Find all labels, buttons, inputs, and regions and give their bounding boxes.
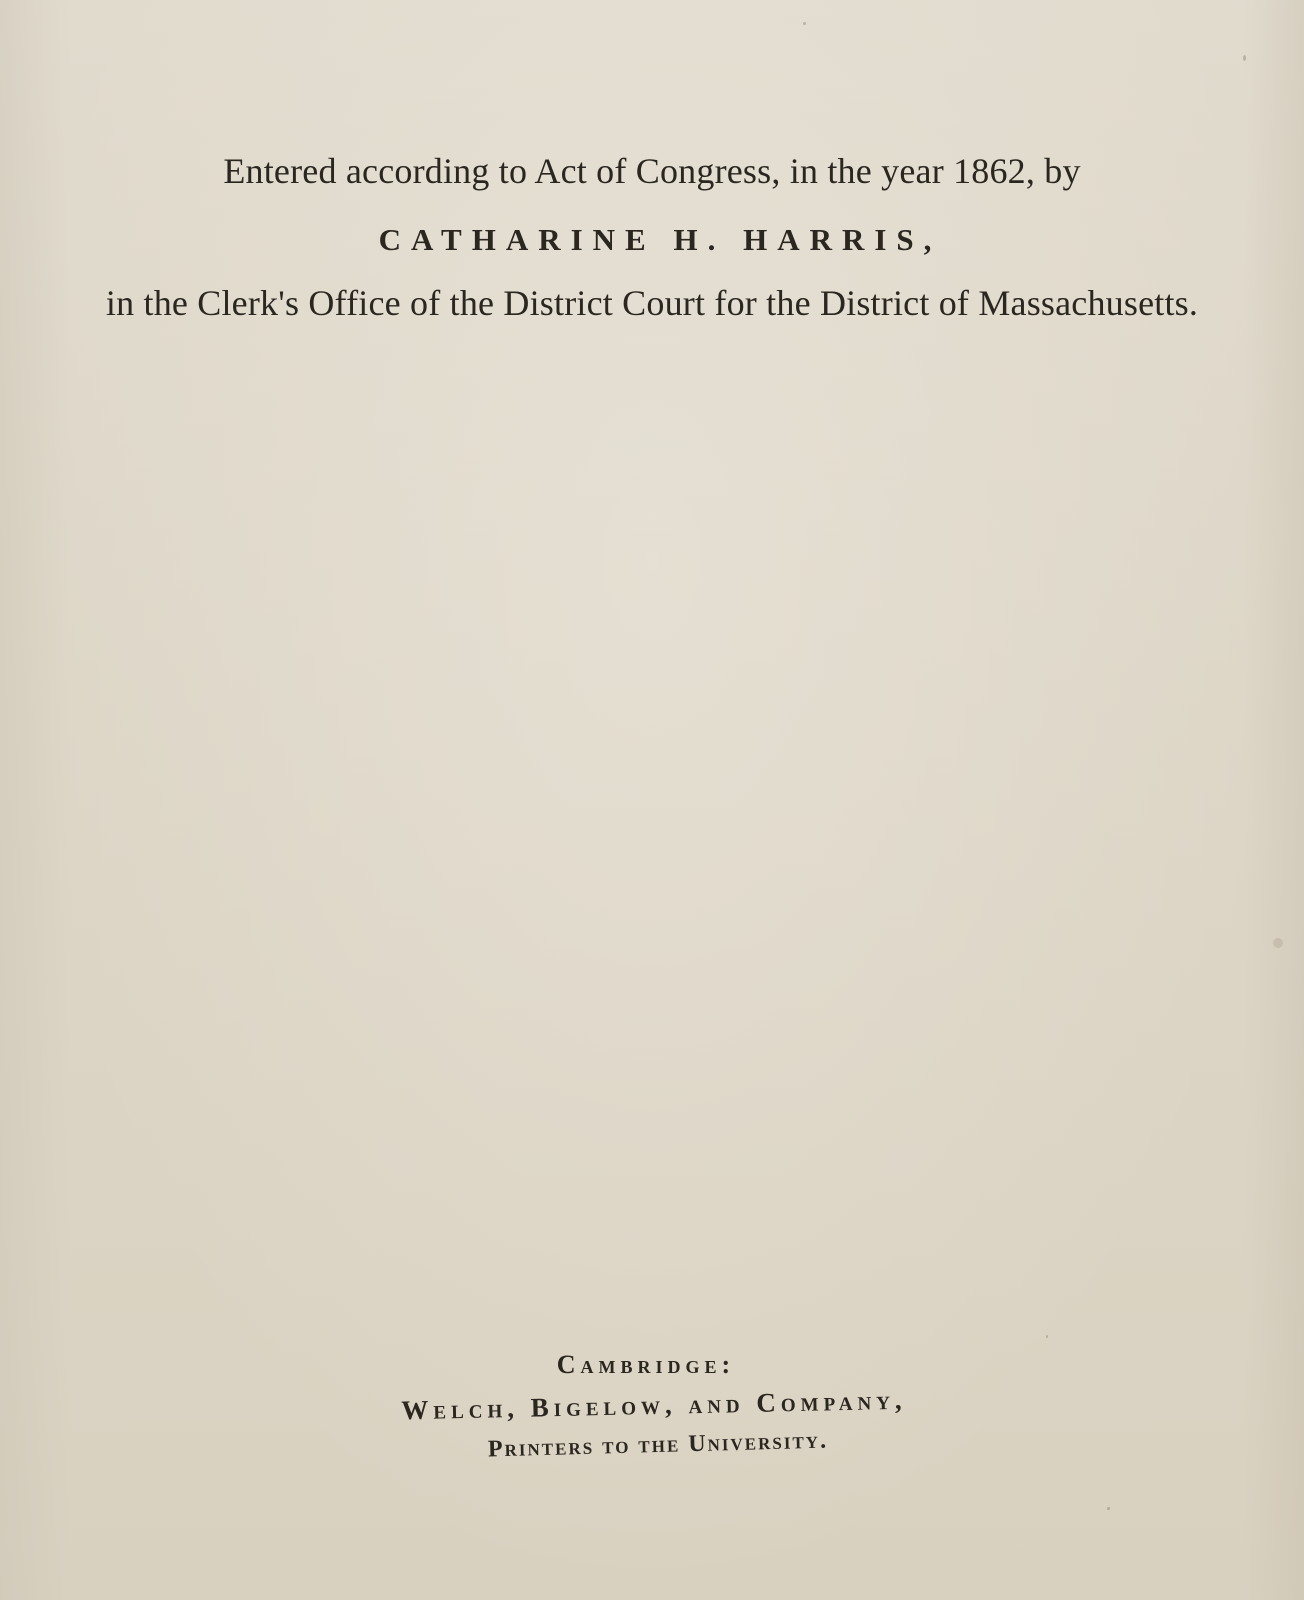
paper-speck [1046,1335,1048,1338]
copyright-office-line: in the Clerk's Office of the District Court for the District of Massachusetts. [105,283,1199,323]
copyright-entry-line: Entered according to Act of Congress, in the year 1862, by [223,151,1081,191]
paper-speck [1273,938,1283,948]
imprint-printer-note: Printers to the University. [487,1427,829,1463]
paper-speck [1243,55,1246,61]
imprint-city: Cambridge: [556,1350,736,1379]
paper-speck [1107,1507,1110,1510]
imprint-printer: Welch, Bigelow, and Company, [401,1384,907,1426]
copyright-holder-name: CATHARINE H. HARRIS, [378,222,942,257]
paper-speck [803,22,806,25]
